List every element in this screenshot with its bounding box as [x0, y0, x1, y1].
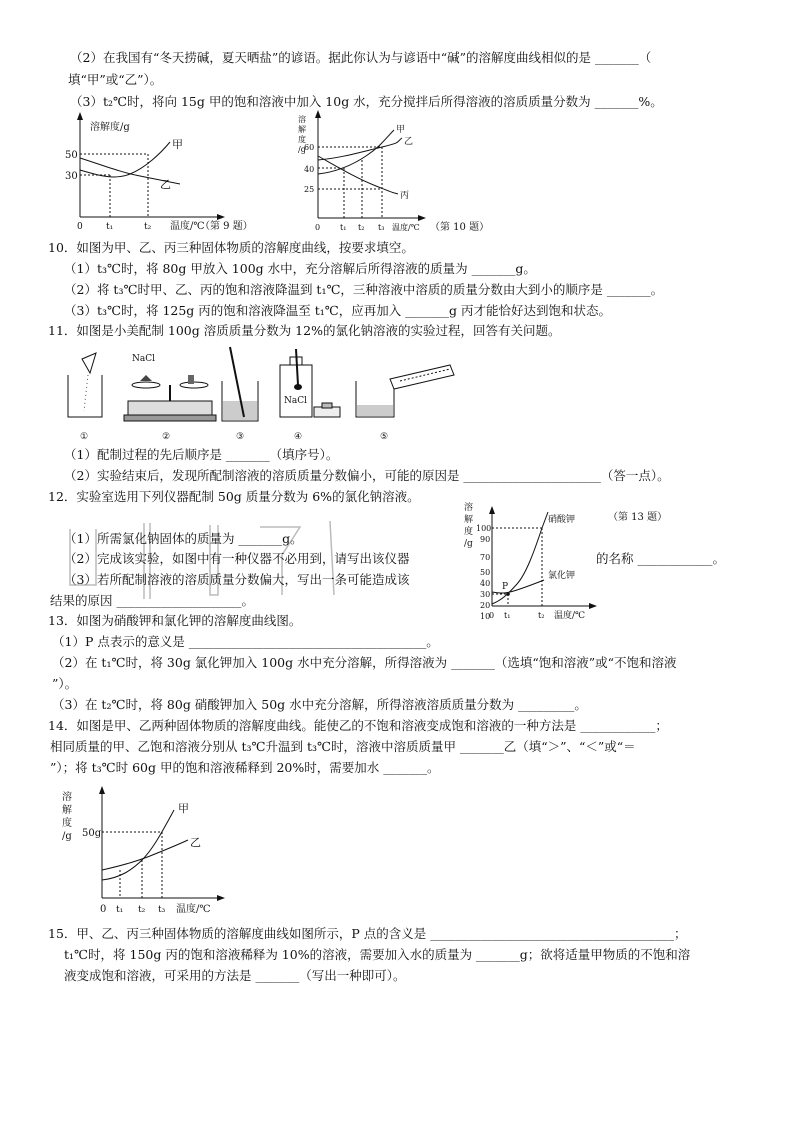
fig10-ytick-40: 40 — [304, 165, 315, 174]
nacl-label-balance: NaCl — [132, 354, 156, 364]
q11-step-5: ⑤ — [380, 432, 389, 442]
q11-step-4: ④ — [294, 432, 303, 442]
q10-part1: （1）t₃℃时，将 80g 甲放入 100g 水中，充分溶解后所得溶液的质量为 _______g。 — [64, 261, 536, 276]
fig14-xlabel: 温度/℃ — [176, 904, 211, 915]
q11-step-1: ① — [80, 432, 89, 442]
q13-stem: 13．如图为硝酸钾和氯化钾的溶解度曲线图。 — [48, 613, 302, 628]
fig10-xtick-t2: t₂ — [358, 223, 365, 232]
fig14-xtick-0: 0 — [100, 904, 107, 915]
q11-part2: （2）实验结束后，发现所配制溶液的溶质质量分数偏小，可能的原因是 ______________________（答一点）。 — [64, 468, 670, 483]
q14-line3: ”）；将 t₃℃时 60g 甲的饱和溶液稀释到 20%时，需要加水 _______。 — [50, 760, 440, 775]
fig14-series-yi: 乙 — [190, 836, 201, 849]
q15-line2: t₁℃时，将 150g 丙的饱和溶液稀释为 10%的溶液，需要加入水的质量为 _______g；欲将适量甲物质的不饱和溶 — [64, 947, 691, 962]
fig13-ytick-40: 40 — [480, 579, 491, 588]
fig14-ylabel-3: 度 — [62, 818, 72, 829]
fig9-xlabel: 温度/℃ — [170, 221, 205, 232]
fig13-ytick-30: 30 — [480, 590, 491, 599]
fig9-series-jia: 甲 — [172, 138, 183, 151]
fig13-ytick-100: 100 — [476, 524, 492, 533]
fig13-ytick-10: 10 — [480, 612, 491, 621]
q12-part3-cont: 结果的原因 ____________________。 — [50, 593, 254, 608]
q12-part3: （3）若所配制溶液的溶质质量分数偏大，写出一条可能造成该 — [64, 572, 410, 587]
q12-part2: （2）完成该实验，如图中有一种仪器不必用到，请写出该仪器 — [64, 551, 410, 566]
fig10-xlabel: 温度/℃ — [392, 223, 420, 232]
fig14-ytick-50g: 50g — [82, 828, 102, 839]
fig14-ylabel-1: 溶 — [62, 792, 72, 803]
q11-apparatus-illustration — [60, 345, 470, 445]
fig13-ylabel-3: 度 — [464, 527, 474, 537]
fig10-xtick-0: 0 — [315, 223, 321, 232]
fig13-series-kcl: 氯化钾 — [548, 571, 576, 581]
fig14-xtick-t1: t₁ — [116, 905, 124, 915]
fig10-ylabel-1: 溶 — [298, 115, 306, 124]
q10-stem: 10．如图为甲、乙、丙三种固体物质的溶解度曲线，按要求填空。 — [48, 240, 414, 255]
q10-part2: （2）将 t₃℃时甲、乙、丙的饱和溶液降温到 t₁℃，三种溶液中溶质的质量分数由大到小的顺序是 _______。 — [64, 282, 664, 297]
measuring-cylinder-icon — [356, 365, 454, 417]
fig13-series-kno3: 硝酸钾 — [548, 515, 576, 525]
fig10-curve-jia — [318, 130, 394, 174]
fig9-xtick-t2: t₂ — [144, 222, 152, 232]
fig13-ylabel-1: 溶 — [464, 503, 474, 513]
fig10-xtick-t3: t₃ — [378, 223, 385, 232]
fig9-ylabel: 溶解度/g — [90, 122, 130, 133]
fig9-series-yi: 乙 — [160, 178, 171, 191]
fig14-xtick-t3: t₃ — [158, 905, 166, 915]
q14-line1: 14．如图是甲、乙两种固体物质的溶解度曲线。能使乙的不饱和溶液变成饱和溶液的一种方法是 ____________； — [48, 718, 668, 733]
q15-line3: 液变成饱和溶液，可采用的方法是 _______（写出一种即可）。 — [64, 968, 406, 983]
fig9-xtick-0: 0 — [77, 222, 83, 232]
fig10-series-bing: 丙 — [400, 191, 410, 201]
figure-14-chart — [60, 782, 240, 917]
figure-9-chart — [60, 112, 253, 232]
fig10-ylabel-2: 解 — [298, 125, 306, 134]
fig13-xtick-0: 0 — [489, 611, 495, 620]
fig10-caption: （第 10 题） — [430, 222, 490, 233]
q14-line2: 相同质量的甲、乙饱和溶液分别从 t₃℃升温到 t₃℃时，溶液中溶质质量甲 _______乙（填“＞”、“＜”或“＝ — [50, 739, 636, 754]
nacl-label-bottle: NaCl — [284, 396, 308, 406]
q10-part3: （3）t₃℃时，将 125g 丙的饱和溶液降温至 t₁℃，应再加入 _______g 丙才能恰好达到饱和状态。 — [64, 303, 611, 318]
fig13-caption: （第 13 题） — [608, 512, 668, 523]
fig13-curve-kcl — [492, 580, 544, 593]
fig14-ylabel-4: /g — [62, 831, 72, 842]
fig10-ylabel-4: /g — [298, 145, 306, 154]
reagent-bottle-icon — [280, 349, 340, 417]
fig10-series-jia: 甲 — [396, 125, 406, 135]
fig10-ylabel-3: 度 — [298, 135, 306, 144]
fig10-ytick-25: 25 — [304, 185, 315, 194]
fig13-curve-kno3 — [492, 512, 548, 604]
fig14-curve-jia — [102, 810, 174, 880]
fig10-curve-bing — [318, 156, 398, 194]
fig13-xlabel: 温度/℃ — [554, 611, 586, 621]
fig13-ytick-50: 50 — [480, 568, 491, 577]
fig9-ytick-50: 50 — [65, 150, 78, 161]
fig9-curve-jia — [80, 142, 170, 177]
balance-scale-icon — [124, 375, 216, 421]
fig10-ytick-60: 60 — [304, 143, 315, 152]
q9-part2: （2）在我国有“冬天捞碱，夏天晒盐”的谚语。据此你认为与谚语中“碱”的溶解度曲线相似的是 _______（ — [70, 50, 652, 65]
q12-stem: 12．实验室选用下列仪器配制 50g 质量分数为 6%的氯化钠溶液。 — [48, 489, 420, 504]
q11-stem: 11．如图是小美配制 100g 溶质质量分数为 12%的氯化钠溶液的实验过程，回答有关问题。 — [48, 323, 561, 338]
fig13-ytick-90: 90 — [480, 535, 491, 544]
fig10-series-yi: 乙 — [404, 137, 414, 147]
fig13-point-p — [506, 592, 510, 596]
figure-13-chart — [462, 500, 702, 625]
beaker-with-paper-icon — [68, 353, 102, 417]
fig13-ytick-20: 20 — [480, 601, 491, 610]
q12-part1: （1）所需氯化钠固体的质量为 _______g。 — [64, 531, 303, 546]
q13-part3: （3）在 t₂℃时，将 80g 硝酸钾加入 50g 水中充分溶解，所得溶液溶质质量分数为 _________。 — [52, 697, 587, 712]
fig13-ylabel-4: /g — [464, 539, 473, 549]
q9-part2-cont: 填“甲”或“乙”）。 — [68, 72, 163, 87]
fig13-xtick-t2: t₂ — [538, 611, 545, 620]
fig14-xtick-t2: t₂ — [138, 905, 146, 915]
fig13-xtick-t1: t₁ — [504, 611, 511, 620]
q11-part1: （1）配制过程的先后顺序是 _______（填序号）。 — [64, 447, 339, 462]
q11-step-3: ③ — [236, 432, 245, 442]
q12-part2-cont: 的名称 ____________。 — [596, 551, 725, 566]
fig13-ylabel-2: 解 — [464, 515, 474, 525]
q15-line1: 15．甲、乙、丙三种固体物质的溶解度曲线如图所示，P 点的含义是 _______________________________________； — [48, 926, 687, 941]
fig14-ylabel-2: 解 — [62, 805, 72, 816]
fig10-curve-yi — [318, 138, 402, 160]
fig14-series-jia: 甲 — [178, 802, 189, 815]
q11-step-2: ② — [162, 432, 171, 442]
q9-part3: （3）t₂℃时，将向 15g 甲的饱和溶液中加入 10g 水，充分搅拌后所得溶液的溶质质量分数为 _______%。 — [70, 94, 663, 109]
q13-part2-cont: ”）。 — [52, 676, 78, 691]
beaker-stirring-icon — [222, 347, 258, 421]
fig13-ytick-70: 70 — [480, 553, 491, 562]
fig9-caption: （第 9 题） — [200, 221, 253, 232]
q13-part2: （2）在 t₁℃时，将 30g 氯化钾加入 100g 水中充分溶解，所得溶液为 _______（选填“饱和溶液”或“不饱和溶液 — [52, 655, 677, 670]
figure-10-chart — [296, 110, 496, 235]
fig9-ytick-30: 30 — [65, 171, 78, 182]
fig10-xtick-t1: t₁ — [340, 223, 347, 232]
fig13-point-label: P — [502, 582, 509, 592]
fig14-curve-yi — [102, 840, 188, 870]
fig9-xtick-t1: t₁ — [106, 222, 114, 232]
q13-part1: （1）P 点表示的意义是 ______________________________________。 — [52, 634, 439, 649]
